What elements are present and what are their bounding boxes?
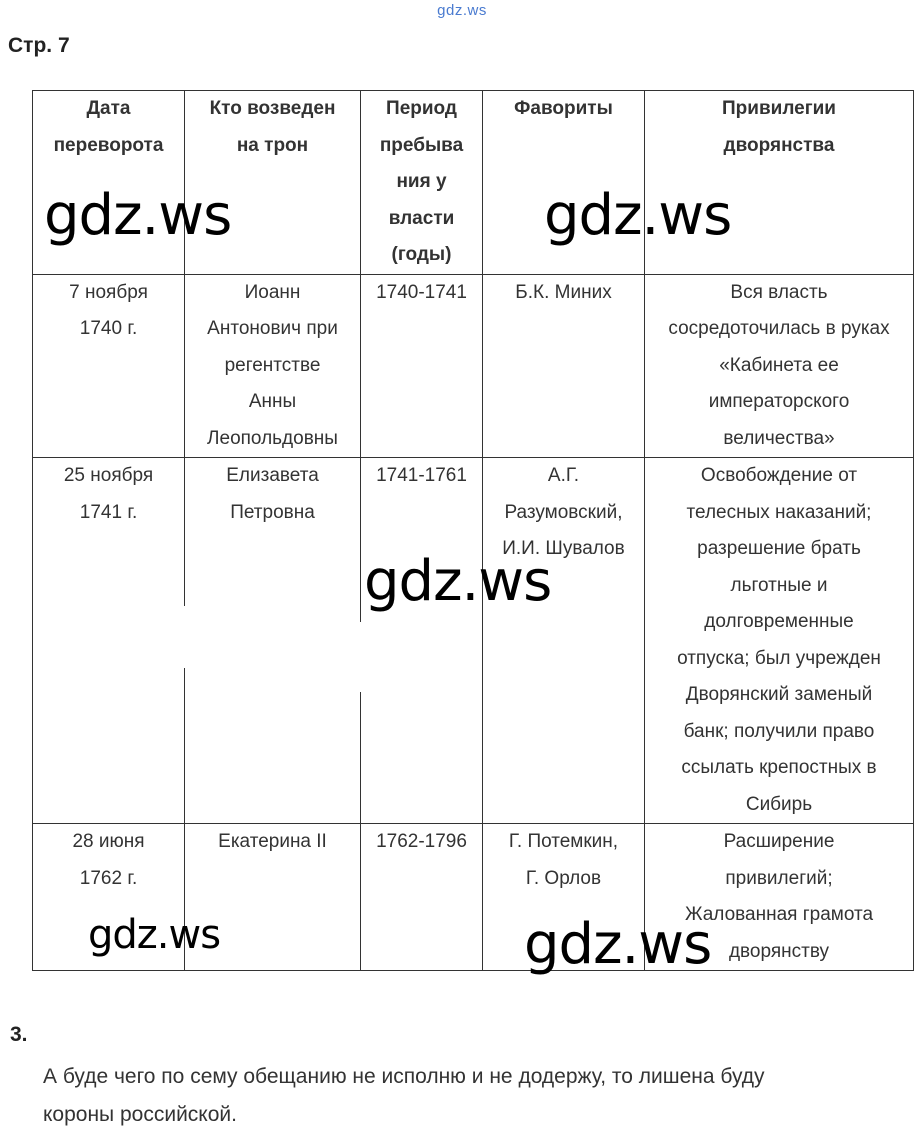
cell-privileges: Расширение привилегий; Жалованная грамота дворянству <box>645 824 914 971</box>
watermark: gdz.ws <box>544 183 732 248</box>
site-watermark-top: gdz.ws <box>437 2 487 19</box>
page-reference: Стр. 7 <box>8 34 70 57</box>
watermark: gdz.ws <box>524 912 712 977</box>
cell-favorites: Б.К. Миних <box>483 274 645 458</box>
cell-enthroned: Екатерина II <box>185 824 361 971</box>
header-coup-date: Дата переворота <box>33 91 185 275</box>
border-gap <box>182 606 186 668</box>
header-reign-period: Период пребыва ния у власти (годы) <box>361 91 483 275</box>
cell-coup-date: 7 ноября 1740 г. <box>33 274 185 458</box>
table-row <box>33 458 914 824</box>
cell-favorites: А.Г. Разумовский, И.И. Шувалов <box>483 458 645 824</box>
header-enthroned: Кто возведен на трон <box>185 91 361 275</box>
task-answer <box>43 1058 903 1134</box>
watermark: gdz.ws <box>88 912 221 958</box>
cell-enthroned: Елизавета Петровна <box>185 458 361 824</box>
table-row <box>33 274 914 458</box>
task-number: 3. <box>10 1023 28 1046</box>
cell-privileges: Вся власть сосредоточилась в руках «Кабинета ее императорского величества» <box>645 274 914 458</box>
cell-reign-period: 1741-1761 <box>361 458 483 824</box>
cell-coup-date: 28 июня 1762 г. <box>33 824 185 971</box>
answer-line: короны российской. <box>43 1103 237 1126</box>
header-nobility-privileges: Привилегии дворянства <box>645 91 914 275</box>
border-gap <box>358 622 362 692</box>
cell-reign-period: 1740-1741 <box>361 274 483 458</box>
cell-favorites: Г. Потемкин, Г. Орлов <box>483 824 645 971</box>
header-favorites: Фавориты <box>483 91 645 275</box>
answer-line: А буде чего по сему обещанию не исполню и не додержу, то лишена буду <box>43 1065 765 1088</box>
cell-enthroned: Иоанн Антонович при регентстве Анны Леопольдовны <box>185 274 361 458</box>
cell-coup-date: 25 ноября 1741 г. <box>33 458 185 824</box>
cell-privileges: Освобождение от телесных наказаний; разрешение брать льготные и долговременные отпуска; был учрежден Дворянский заменый банк; получили право ссылать крепостных в Сибирь <box>645 458 914 824</box>
watermark: gdz.ws <box>44 183 232 248</box>
watermark: gdz.ws <box>364 549 552 614</box>
cell-reign-period: 1762-1796 <box>361 824 483 971</box>
